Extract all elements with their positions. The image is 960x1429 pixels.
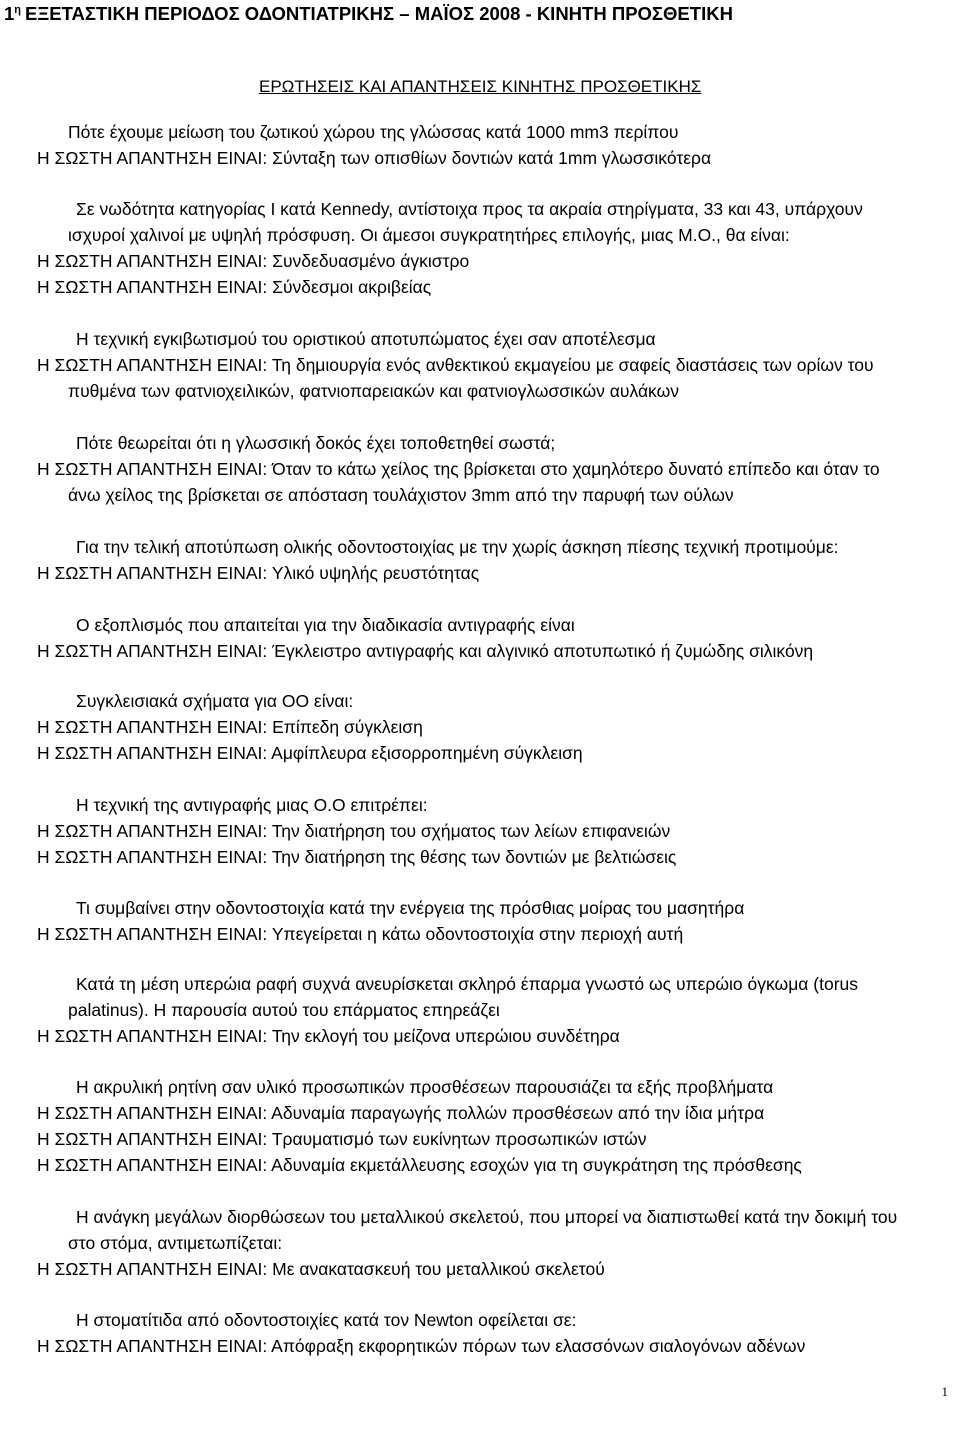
answer-line: Η ΣΩΣΤΗ ΑΠΑΝΤΗΣΗ ΕΙΝΑΙ: Την εκλογή του μείζονα υπερώιου συνδέτηρα	[37, 1026, 620, 1046]
question-line: Τι συμβαίνει στην οδοντοστοιχία κατά την ενέργεια της πρόσθιας μοίρας του μασητήρα	[76, 898, 745, 918]
question-line: Η ανάγκη μεγάλων διορθώσεων του μεταλλικού σκελετού, που μπορεί να διαπιστωθεί κατά την δοκιμή του	[76, 1207, 898, 1227]
question-line: ισχυροί χαλινοί με υψηλή πρόσφυση. Οι άμεσοι συγκρατητήρες επιλογής, μιας Μ.Ο., θα είναι:	[68, 225, 790, 245]
page-number: 1	[941, 1384, 948, 1399]
question-line: palatinus). Η παρουσία αυτού του επάρματος επηρεάζει	[68, 1000, 500, 1020]
answer-line: πυθμένα των φατνιοχειλικών, φατνιοπαρειακών και φατνιογλωσσικών αυλάκων	[68, 381, 680, 401]
document-subtitle: ΕΡΩΤΗΣΕΙΣ ΚΑΙ ΑΠΑΝΤΗΣΕΙΣ ΚΙΝΗΤΗΣ ΠΡΟΣΘΕΤΙΚΗΣ	[259, 77, 702, 96]
question-line: Η στοματίτιδα από οδοντοστοιχίες κατά τον Newton οφείλεται σε:	[76, 1310, 577, 1330]
answer-line: Η ΣΩΣΤΗ ΑΠΑΝΤΗΣΗ ΕΙΝΑΙ: Σύνταξη των οπισθίων δοντιών κατά 1mm γλωσσικότερα	[37, 148, 712, 168]
question-line: Η τεχνική εγκιβωτισμού του οριστικού αποτυπώματος έχει σαν αποτέλεσμα	[76, 329, 656, 349]
question-line: Συγκλεισιακά σχήματα για ΟΟ είναι:	[76, 691, 354, 711]
header-ordinal-suffix: η	[14, 4, 22, 16]
answer-line: Η ΣΩΣΤΗ ΑΠΑΝΤΗΣΗ ΕΙΝΑΙ: Αδυναμία παραγωγής πολλών προσθέσεων από την ίδια μήτρα	[37, 1103, 765, 1123]
document-header	[4, 3, 733, 25]
answer-line: Η ΣΩΣΤΗ ΑΠΑΝΤΗΣΗ ΕΙΝΑΙ: Αμφίπλευρα εξισορροπημένη σύγκλειση	[37, 743, 583, 763]
answer-line: Η ΣΩΣΤΗ ΑΠΑΝΤΗΣΗ ΕΙΝΑΙ: Επίπεδη σύγκλειση	[37, 717, 423, 737]
question-line: Πότε έχουμε μείωση του ζωτικού χώρου της γλώσσας κατά 1000 mm3 περίπου	[68, 122, 679, 142]
question-line: Ο εξοπλισμός που απαιτείται για την διαδικασία αντιγραφής είναι	[76, 615, 575, 635]
question-line: Πότε θεωρείται ότι η γλωσσική δοκός έχει τοποθετηθεί σωστά;	[76, 433, 556, 453]
question-line: Για την τελική αποτύπωση ολικής οδοντοστοιχίας με την χωρίς άσκηση πίεσης τεχνική προτιμούμε:	[76, 537, 839, 557]
answer-line: Η ΣΩΣΤΗ ΑΠΑΝΤΗΣΗ ΕΙΝΑΙ: Σύνδεσμοι ακριβείας	[37, 277, 432, 297]
answer-line: άνω χείλος της βρίσκεται σε απόσταση τουλάχιστον 3mm από την παρυφή των ούλων	[68, 485, 734, 505]
answer-line: Η ΣΩΣΤΗ ΑΠΑΝΤΗΣΗ ΕΙΝΑΙ: Υπεγείρεται η κάτω οδοντοστοιχία στην περιοχή αυτή	[37, 924, 684, 944]
question-line: στο στόμα, αντιμετωπίζεται:	[68, 1233, 283, 1253]
answer-line: Η ΣΩΣΤΗ ΑΠΑΝΤΗΣΗ ΕΙΝΑΙ: Απόφραξη εκφορητικών πόρων των ελασσόνων σιαλογόνων αδένων	[37, 1336, 806, 1356]
question-line: Η τεχνική της αντιγραφής μιας Ο.Ο επιτρέπει:	[76, 795, 428, 815]
answer-line: Η ΣΩΣΤΗ ΑΠΑΝΤΗΣΗ ΕΙΝΑΙ: Υλικό υψηλής ρευστότητας	[37, 563, 480, 583]
question-line: Σε νωδότητα κατηγορίας Ι κατά Kennedy, αντίστοιχα προς τα ακραία στηρίγματα, 33 και 43, υπάρχουν	[76, 199, 863, 219]
header-ordinal: 1	[4, 3, 15, 24]
question-line: Κατά τη μέση υπερώια ραφή συχνά ανευρίσκεται σκληρό έπαρμα γνωστό ως υπερώιο όγκωμα (torus	[76, 974, 859, 994]
header-title: ΕΞΕΤΑΣΤΙΚΗ ΠΕΡΙΟΔΟΣ ΟΔΟΝΤΙΑΤΡΙΚΗΣ – ΜΑΪΟΣ 2008 - ΚΙΝΗΤΗ ΠΡΟΣΘΕΤΙΚΗ	[25, 3, 733, 24]
answer-line: Η ΣΩΣΤΗ ΑΠΑΝΤΗΣΗ ΕΙΝΑΙ: Την διατήρηση του σχήματος των λείων επιφανειών	[37, 821, 671, 841]
answer-line: Η ΣΩΣΤΗ ΑΠΑΝΤΗΣΗ ΕΙΝΑΙ: Αδυναμία εκμετάλλευσης εσοχών για τη συγκράτηση της πρόσθεσης	[37, 1155, 802, 1175]
answer-line: Η ΣΩΣΤΗ ΑΠΑΝΤΗΣΗ ΕΙΝΑΙ: Έγκλειστρο αντιγραφής και αλγινικό αποτυπωτικό ή ζυμώδης σιλικόνη	[37, 641, 814, 661]
answer-line: Η ΣΩΣΤΗ ΑΠΑΝΤΗΣΗ ΕΙΝΑΙ: Την διατήρηση της θέσης των δοντιών με βελτιώσεις	[37, 847, 677, 867]
answer-line: Η ΣΩΣΤΗ ΑΠΑΝΤΗΣΗ ΕΙΝΑΙ: Συνδεδυασμένο άγκιστρο	[37, 251, 470, 271]
answer-line: Η ΣΩΣΤΗ ΑΠΑΝΤΗΣΗ ΕΙΝΑΙ: Με ανακατασκευή του μεταλλικού σκελετού	[37, 1259, 605, 1279]
question-line: Η ακρυλική ρητίνη σαν υλικό προσωπικών προσθέσεων παρουσιάζει τα εξής προβλήματα	[76, 1077, 774, 1097]
answer-line: Η ΣΩΣΤΗ ΑΠΑΝΤΗΣΗ ΕΙΝΑΙ: Όταν το κάτω χείλος της βρίσκεται στο χαμηλότερο δυνατό επίπεδο και όταν το	[37, 459, 880, 479]
answer-line: Η ΣΩΣΤΗ ΑΠΑΝΤΗΣΗ ΕΙΝΑΙ: Τραυματισμό των ευκίνητων προσωπικών ιστών	[37, 1129, 647, 1149]
answer-line: Η ΣΩΣΤΗ ΑΠΑΝΤΗΣΗ ΕΙΝΑΙ: Τη δημιουργία ενός ανθεκτικού εκμαγείου με σαφείς διαστάσεις των ορίων του	[37, 355, 874, 375]
